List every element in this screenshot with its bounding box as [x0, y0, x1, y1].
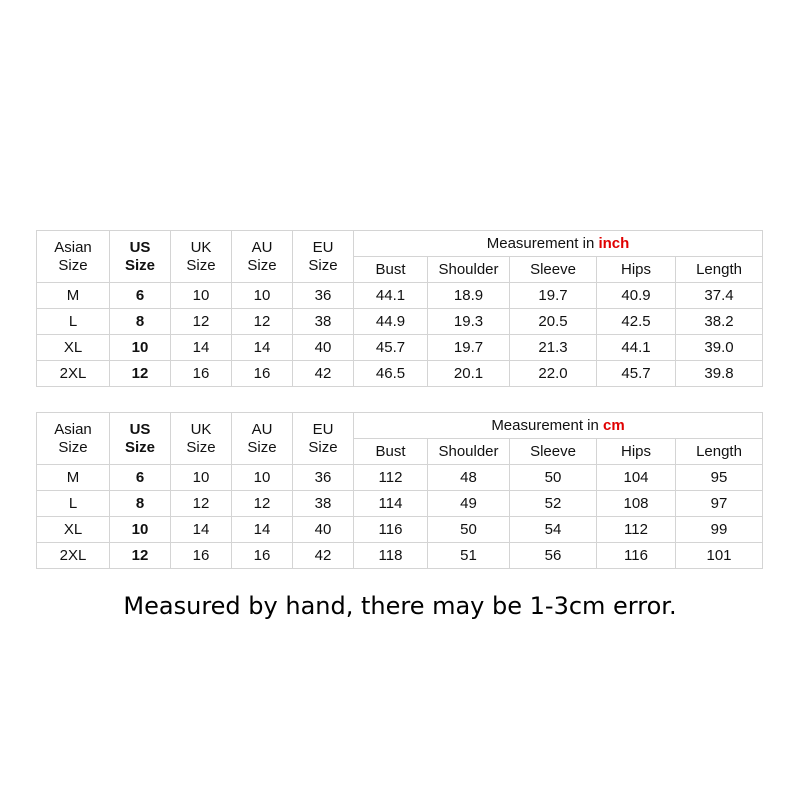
- cell-us: 6: [110, 465, 171, 491]
- measurement-note: Measured by hand, there may be 1-3cm error.: [123, 592, 677, 620]
- cell-hips: 44.1: [597, 335, 676, 361]
- cell-eu: 38: [293, 491, 354, 517]
- table-row: [37, 491, 763, 517]
- cell-bust: 46.5: [354, 361, 428, 387]
- cell-au: 12: [232, 491, 293, 517]
- cell-asian: XL: [37, 335, 110, 361]
- cell-bust: 114: [354, 491, 428, 517]
- cell-au: 10: [232, 283, 293, 309]
- cell-eu: 36: [293, 283, 354, 309]
- cell-asian: M: [37, 465, 110, 491]
- table-row: [37, 517, 763, 543]
- cell-hips: 40.9: [597, 283, 676, 309]
- col-sleeve: Sleeve: [510, 257, 597, 283]
- cell-shoulder: 18.9: [428, 283, 510, 309]
- col-bust: Bust: [354, 439, 428, 465]
- cell-uk: 14: [171, 517, 232, 543]
- cell-shoulder: 50: [428, 517, 510, 543]
- size-table-cm: [36, 412, 763, 569]
- cell-bust: 45.7: [354, 335, 428, 361]
- table-body: [37, 465, 763, 569]
- cell-uk: 12: [171, 491, 232, 517]
- cell-hips: 104: [597, 465, 676, 491]
- cell-au: 14: [232, 517, 293, 543]
- table-row: [37, 335, 763, 361]
- header-eu-size: EU Size: [293, 413, 354, 465]
- cell-asian: L: [37, 309, 110, 335]
- cell-us: 6: [110, 283, 171, 309]
- header-uk-size: UK Size: [171, 231, 232, 283]
- cell-us: 8: [110, 309, 171, 335]
- cell-length: 39.0: [676, 335, 763, 361]
- col-sleeve: Sleeve: [510, 439, 597, 465]
- cell-asian: 2XL: [37, 543, 110, 569]
- header-eu-size: EU Size: [293, 231, 354, 283]
- cell-hips: 116: [597, 543, 676, 569]
- table-body: [37, 283, 763, 387]
- header-au-size: AU Size: [232, 413, 293, 465]
- measurement-header: Measurement in inch: [354, 231, 763, 257]
- cell-shoulder: 20.1: [428, 361, 510, 387]
- col-hips: Hips: [597, 257, 676, 283]
- cell-length: 101: [676, 543, 763, 569]
- unit-label: cm: [603, 416, 625, 434]
- cell-bust: 44.1: [354, 283, 428, 309]
- cell-shoulder: 19.7: [428, 335, 510, 361]
- cell-us: 12: [110, 361, 171, 387]
- cell-us: 10: [110, 517, 171, 543]
- table-row: [37, 283, 763, 309]
- cell-length: 97: [676, 491, 763, 517]
- cell-length: 99: [676, 517, 763, 543]
- cell-bust: 116: [354, 517, 428, 543]
- cell-uk: 10: [171, 283, 232, 309]
- size-table-inch: [36, 230, 763, 387]
- cell-uk: 14: [171, 335, 232, 361]
- cell-sleeve: 56: [510, 543, 597, 569]
- cell-shoulder: 49: [428, 491, 510, 517]
- cell-length: 37.4: [676, 283, 763, 309]
- cell-uk: 12: [171, 309, 232, 335]
- col-shoulder: Shoulder: [428, 439, 510, 465]
- cell-hips: 45.7: [597, 361, 676, 387]
- cell-hips: 112: [597, 517, 676, 543]
- cell-shoulder: 19.3: [428, 309, 510, 335]
- cell-uk: 16: [171, 543, 232, 569]
- cell-asian: M: [37, 283, 110, 309]
- header-uk-size: UK Size: [171, 413, 232, 465]
- col-hips: Hips: [597, 439, 676, 465]
- header-us-size: US Size: [110, 413, 171, 465]
- cell-sleeve: 21.3: [510, 335, 597, 361]
- cell-us: 8: [110, 491, 171, 517]
- col-length: Length: [676, 439, 763, 465]
- cell-eu: 36: [293, 465, 354, 491]
- header-au-size: AU Size: [232, 231, 293, 283]
- cell-sleeve: 19.7: [510, 283, 597, 309]
- cell-au: 12: [232, 309, 293, 335]
- cell-asian: L: [37, 491, 110, 517]
- col-length: Length: [676, 257, 763, 283]
- cell-sleeve: 22.0: [510, 361, 597, 387]
- table-row: [37, 309, 763, 335]
- cell-bust: 112: [354, 465, 428, 491]
- cell-hips: 108: [597, 491, 676, 517]
- cell-uk: 16: [171, 361, 232, 387]
- cell-eu: 40: [293, 335, 354, 361]
- cell-eu: 40: [293, 517, 354, 543]
- cell-eu: 42: [293, 543, 354, 569]
- cell-us: 12: [110, 543, 171, 569]
- cell-sleeve: 54: [510, 517, 597, 543]
- cell-asian: XL: [37, 517, 110, 543]
- measurement-header: Measurement in cm: [354, 413, 763, 439]
- cell-bust: 118: [354, 543, 428, 569]
- header-asian-size: Asian Size: [37, 413, 110, 465]
- table-row: [37, 543, 763, 569]
- cell-au: 10: [232, 465, 293, 491]
- cell-hips: 42.5: [597, 309, 676, 335]
- table-row: [37, 361, 763, 387]
- cell-length: 38.2: [676, 309, 763, 335]
- cell-asian: 2XL: [37, 361, 110, 387]
- cell-length: 39.8: [676, 361, 763, 387]
- header-us-size: US Size: [110, 231, 171, 283]
- cell-uk: 10: [171, 465, 232, 491]
- cell-sleeve: 50: [510, 465, 597, 491]
- cell-sleeve: 20.5: [510, 309, 597, 335]
- cell-shoulder: 48: [428, 465, 510, 491]
- cell-au: 16: [232, 361, 293, 387]
- cell-bust: 44.9: [354, 309, 428, 335]
- cell-us: 10: [110, 335, 171, 361]
- table-row: [37, 465, 763, 491]
- col-shoulder: Shoulder: [428, 257, 510, 283]
- cell-shoulder: 51: [428, 543, 510, 569]
- cell-au: 14: [232, 335, 293, 361]
- cell-length: 95: [676, 465, 763, 491]
- unit-label: inch: [598, 234, 630, 252]
- cell-au: 16: [232, 543, 293, 569]
- cell-eu: 42: [293, 361, 354, 387]
- cell-sleeve: 52: [510, 491, 597, 517]
- cell-eu: 38: [293, 309, 354, 335]
- col-bust: Bust: [354, 257, 428, 283]
- header-asian-size: Asian Size: [37, 231, 110, 283]
